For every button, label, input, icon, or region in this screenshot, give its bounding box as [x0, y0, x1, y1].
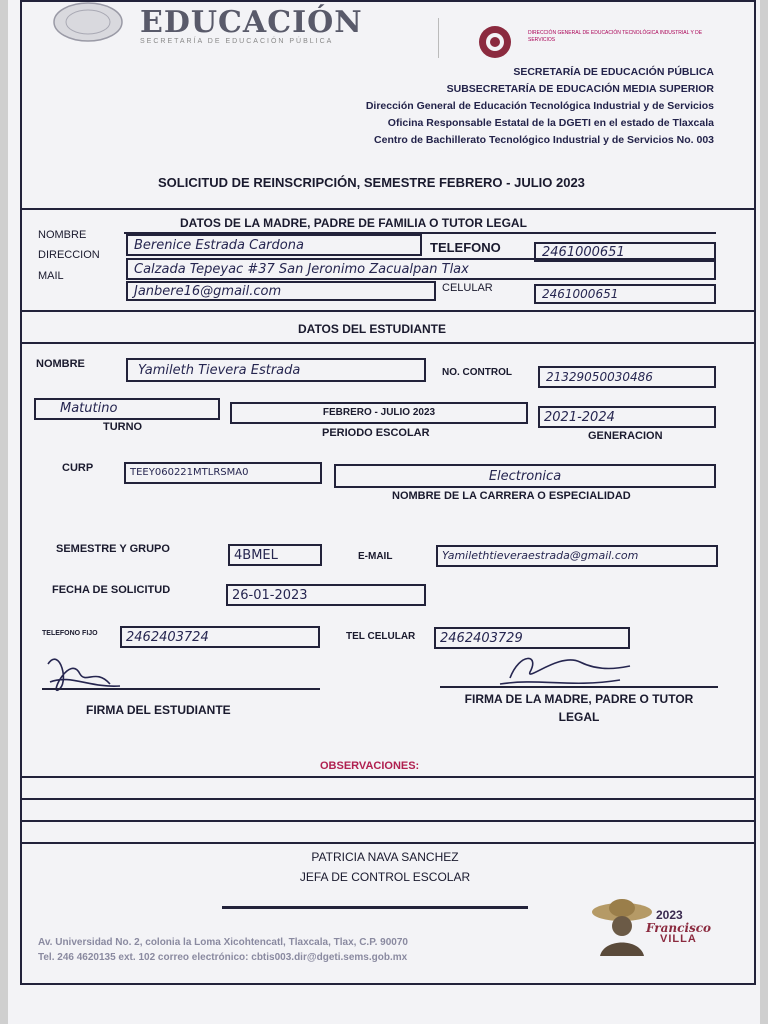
tutor-mail-value: Janbere16@gmail.com: [134, 284, 282, 299]
student-control-field[interactable]: [538, 366, 716, 388]
francisco-villa-emblem: [590, 898, 720, 956]
inst-line-3: Dirección General de Educación Tecnológica Industrial y de Servicios: [365, 100, 714, 112]
student-nombre-field[interactable]: [126, 358, 426, 382]
tutor-nombre-field[interactable]: [126, 234, 422, 256]
tutor-signature-label-line1: FIRMA DE LA MADRE, PADRE O TUTOR: [464, 692, 694, 706]
dgeti-text: DIRECCIÓN GENERAL DE EDUCACIÓN TECNOLÓGICA INDUSTRIAL Y DE SERVICIOS: [528, 30, 703, 43]
student-fecha-field[interactable]: [226, 584, 426, 606]
student-generacion-field[interactable]: [538, 406, 716, 428]
tutor-telefono-label: TELEFONO: [430, 240, 501, 255]
tutor-direccion-value: Calzada Tepeyac #37 San Jeronimo Zacualpan Tlax: [134, 262, 469, 277]
student-curp-field[interactable]: [124, 462, 322, 484]
tutor-mail-label: MAIL: [38, 270, 64, 282]
official-name: PATRICIA NAVA SANCHEZ: [311, 850, 459, 864]
student-control-value: 21329050030486: [546, 370, 653, 384]
mexico-seal-icon: [52, 2, 124, 42]
header-divider: [438, 18, 439, 58]
tutor-nombre-value: Berenice Estrada Cardona: [134, 238, 304, 253]
student-carrera-field[interactable]: [334, 464, 716, 488]
tutor-signature-line: [440, 686, 718, 688]
footer-line-2: Tel. 246 4620135 ext. 102 correo electrónico: cbtis003.dir@dgeti.sems.gob.mx: [38, 952, 408, 963]
student-generacion-label: GENERACION: [588, 430, 663, 442]
brand-title: EDUCACIÓN: [140, 5, 363, 40]
student-curp-label: CURP: [62, 462, 94, 474]
student-email-value: Yamilethtieveraestrada@gmail.com: [442, 549, 639, 562]
student-telcel-field[interactable]: [434, 627, 630, 649]
divider: [20, 310, 756, 312]
student-semestre-field[interactable]: [228, 544, 322, 566]
brand-subtitle: SECRETARÍA DE EDUCACIÓN PÚBLICA: [140, 38, 334, 45]
inst-line-1: SECRETARÍA DE EDUCACIÓN PÚBLICA: [513, 66, 714, 78]
tutor-celular-field[interactable]: [534, 284, 716, 304]
student-fecha-value: 26-01-2023: [232, 588, 308, 603]
tutor-section-title: DATOS DE LA MADRE, PADRE DE FAMILIA O TUTOR LEGAL: [180, 216, 527, 230]
student-periodo-field[interactable]: [230, 402, 528, 424]
tutor-mail-field[interactable]: [126, 281, 436, 301]
student-turno-label: TURNO: [103, 421, 143, 433]
observaciones-line-1: [20, 776, 756, 778]
student-telfijo-value: 2462403724: [126, 630, 209, 645]
student-periodo-label: PERIODO ESCOLAR: [322, 427, 430, 439]
tutor-celular-value: 2461000651: [542, 287, 619, 301]
tutor-direccion-field[interactable]: [126, 258, 716, 280]
student-email-label: E-MAIL: [358, 551, 393, 562]
student-carrera-value: Electronica: [488, 469, 562, 484]
student-turno-field[interactable]: [34, 398, 220, 420]
student-telfijo-field[interactable]: [120, 626, 320, 648]
divider: [20, 342, 756, 344]
emblem-name-2: VILLA: [660, 933, 697, 945]
form-title: SOLICITUD DE REINSCRIPCIÓN, SEMESTRE FEBRERO - JULIO 2023: [158, 175, 585, 190]
student-telfijo-label: TELEFONO FIJO: [42, 630, 98, 637]
student-control-label: NO. CONTROL: [442, 367, 512, 378]
observaciones-line-3: [20, 820, 756, 822]
student-fecha-label: FECHA DE SOLICITUD: [52, 584, 171, 596]
student-nombre-value: Yamileth Tievera Estrada: [138, 363, 301, 378]
inst-line-4: Oficina Responsable Estatal de la DGETI en el estado de Tlaxcala: [387, 117, 714, 129]
official-block: [220, 847, 550, 887]
official-role: JEFA DE CONTROL ESCOLAR: [299, 870, 471, 884]
student-telcel-value: 2462403729: [440, 631, 523, 646]
student-telcel-label: TEL CELULAR: [346, 631, 416, 642]
student-turno-value: Matutino: [60, 401, 118, 416]
emblem-year: 2023: [656, 908, 683, 922]
student-curp-value: TEEY060221MTLRSMA0: [130, 467, 249, 478]
tutor-telefono-value: 2461000651: [542, 245, 625, 260]
student-signature-label: FIRMA DEL ESTUDIANTE: [86, 703, 231, 717]
tutor-signature-label-line2: LEGAL: [558, 710, 600, 724]
tutor-direccion-label: DIRECCION: [38, 249, 100, 261]
student-periodo-value: FEBRERO - JULIO 2023: [322, 407, 436, 418]
student-carrera-label: NOMBRE DE LA CARRERA O ESPECIALIDAD: [392, 490, 631, 502]
tutor-celular-label: CELULAR: [442, 282, 493, 294]
dgeti-gear-logo-icon: [470, 22, 520, 62]
tutor-signature-label: [440, 690, 718, 726]
observaciones-line-2: [20, 798, 756, 800]
sombrero-portrait-icon: [590, 898, 654, 956]
official-signature-line: [222, 906, 528, 909]
footer-address: [38, 935, 408, 965]
tutor-nombre-label: NOMBRE: [38, 229, 87, 241]
student-email-field[interactable]: [436, 545, 718, 567]
inst-line-2: SUBSECRETARÍA DE EDUCACIÓN MEDIA SUPERIOR: [446, 83, 714, 95]
student-section-title: DATOS DEL ESTUDIANTE: [298, 322, 447, 336]
institution-header: [366, 64, 714, 149]
observaciones-label: OBSERVACIONES:: [320, 760, 420, 772]
divider: [20, 208, 756, 210]
emblem-name-1: Francisco: [646, 921, 712, 935]
observaciones-line-4: [20, 842, 756, 844]
student-semestre-label: SEMESTRE Y GRUPO: [56, 543, 170, 555]
student-generacion-value: 2021-2024: [544, 410, 615, 425]
inst-line-5: Centro de Bachillerato Tecnológico Industrial y de Servicios No. 003: [374, 134, 714, 146]
footer-line-1: Av. Universidad No. 2, colonia la Loma Xicohtencatl, Tlaxcala, Tlax, C.P. 90070: [38, 937, 408, 948]
student-signature-line: [42, 688, 320, 690]
student-semestre-value: 4BMEL: [234, 548, 278, 563]
student-nombre-label: NOMBRE: [36, 358, 85, 370]
